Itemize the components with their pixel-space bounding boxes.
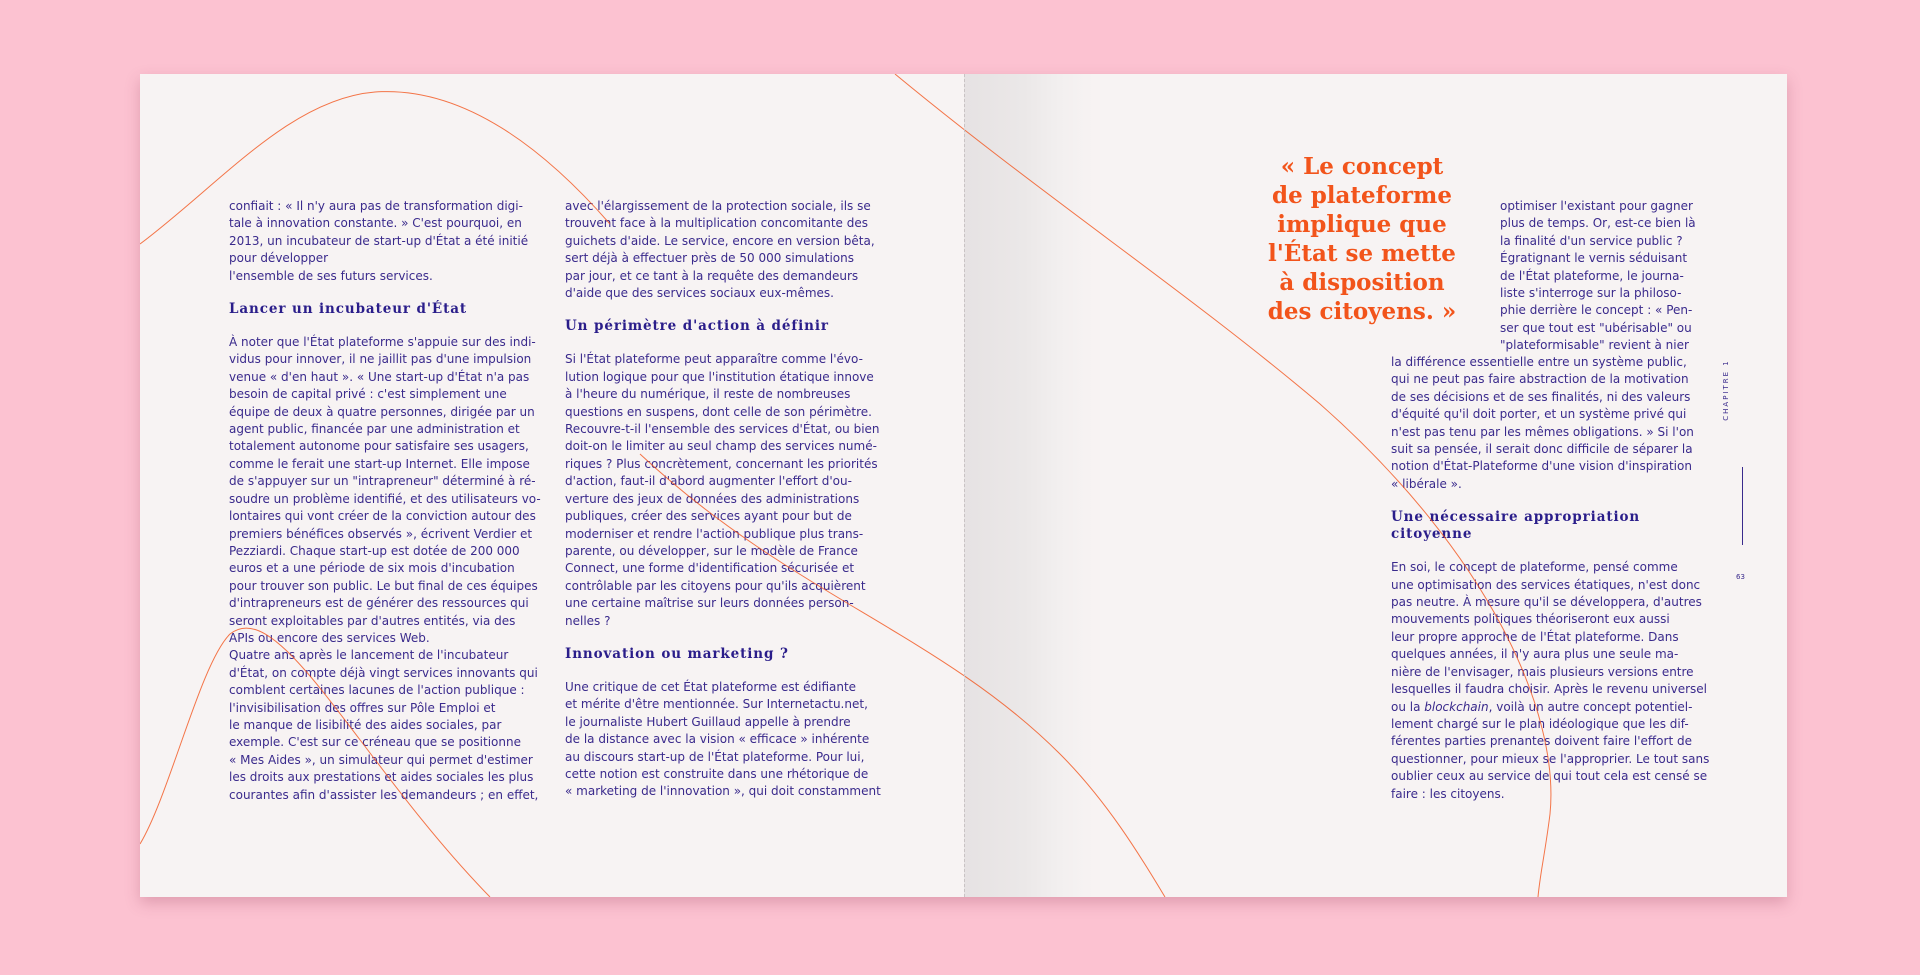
chapter-divider [1742, 467, 1743, 545]
paragraph [1391, 559, 1741, 803]
paragraph: Si l'État plateforme peut apparaître comme l'évo- lution logique pour que l'institution étatique innove à l'heure du numérique, il reste de nombreuses questions en suspens, dont celle de son périmètre. Recouvre-t-il l'ensemble des services d'État, ou bien doit-on le limiter au seul champ des services numé- riques ? Plus concrètement, concernant les priorités d'action, faut-il d'abord augmenter l'effort d'ou- verture des jeux de données des administrations publiques, créer des services ayant pour but de moderniser et rendre l'action publique plus trans- parente, ou développer, sur le modèle de France Connect, une forme d'identification sécurisée et contrôlable par les citoyens pour qu'ils acquièrent une certaine maîtrise sur leurs données person- nelles ? [565, 352, 880, 628]
paragraph: optimiser l'existant pour gagner plus de temps. Or, est-ce bien là la finalité d'un service public ? Égratignant le vernis séduisant de l'État plateforme, le journa- liste s'interroge sur la philoso- phie derrière le concept : « Pen- ser que tout est "ubérisable" ou "plateformisable" revient à nier [1500, 199, 1696, 353]
book-spread [140, 74, 1787, 897]
chapter-label: CHAPITRE 1 [1722, 359, 1730, 421]
emphasis-text: blockchain [1424, 699, 1489, 714]
section-heading: Lancer un incubateur d'État [229, 301, 468, 318]
section-heading: Innovation ou marketing ? [565, 645, 789, 662]
right-column-wide [1391, 354, 1741, 803]
section-heading: Un périmètre d'action à définir [565, 318, 829, 335]
text-run: , voilà un autre concept potentiel- lement chargé sur le plan idéologique que les dif- férentes parties prenantes doivent faire l'effort de questionner, pour mieux se l'approprier. Le tout sans oublier ceux au service de qui tout cela est censé se faire : les citoyens. [1391, 699, 1710, 801]
pull-quote: « Le concept de plateforme implique que l'État se mette à disposition des citoyens. » [1267, 153, 1457, 325]
paragraph: confiait : « Il n'y aura pas de transformation digi- tale à innovation constante. » C'est pourquoi, en 2013, un incubateur de start-up d'État a été initié pour développer l'ensemble de ses futurs services. [229, 199, 529, 283]
right-column-narrow [1500, 198, 1740, 355]
left-column-1 [229, 198, 549, 804]
book-gutter [964, 74, 965, 897]
text-run: En soi, le concept de plateforme, pensé comme une optimisation des services étatiques, n'est donc pas neutre. À mesure qu'il se développera, d'autres mouvements politiques théoriseront eux aussi leur propre approche de l'État plateforme. Dans quelques années, il n'y aura plus une seule ma- nière de l'envisager, mais plusieurs versions entre lesquelles il faudra choisir. Après le revenu universel ou la [1391, 560, 1707, 714]
page-number: 63 [1736, 573, 1745, 581]
paragraph: avec l'élargissement de la protection sociale, ils se trouvent face à la multiplication concomitante des guichets d'aide. Le service, encore en version bêta, sert déjà à effectuer près de 50 000 simulations par jour, et ce tant à la requête des demandeurs d'aide que des services sociaux eux-mêmes. [565, 199, 875, 301]
section-heading: Une nécessaire appropriation citoyenne [1391, 509, 1641, 543]
paragraph: À noter que l'État plateforme s'appuie sur des indi- vidus pour innover, il ne jaillit pas d'une impulsion venue « d'en haut ». « Une start-up d'État n'a pas besoin de capital privé : c'est simplement une équipe de deux à quatre personnes, dirigée par un agent public, financée par une administration et totalement autonome pour satisfaire ses usagers, comme le ferait une start-up Internet. Elle impose de s'appuyer sur un "intrapreneur" déterminé à ré- soudre un problème identifié, et des utilisateurs vo- lontaires qui vont créer de la conviction autour des premiers bénéfices observés », écrivent Verdier et Pezziardi. Chaque start-up est dotée de 200 000 euros et a une période de six mois d'incubation pour trouver son public. Le but final de ces équipes d'intrapreneurs est de générer des ressources qui seront exploitables par d'autres entités, via des APIs ou encore des services Web. Quatre ans après le lancement de l'incubateur d'État, on compte déjà vingt services innovants qui comblent certaines lacunes de l'action publique : l'invisibilisation des offres sur Pôle Emploi et le manque de lisibilité des aides sociales, par exemple. C'est sur ce créneau que se positionne « Mes Aides », un simulateur qui permet d'estimer les droits aux prestations et aides sociales les plus courantes afin d'assister les demandeurs ; en effet, [229, 335, 541, 802]
paragraph: la différence essentielle entre un système public, qui ne peut pas faire abstraction de la motivation de ses décisions et de ses finalités, ni des valeurs d'équité qu'il doit porter, et un système privé qui n'est pas tenu par les mêmes obligations. » Si l'on suit sa pensée, il serait donc difficile de séparer la notion d'État-Plateforme d'une vision d'inspiration « libérale ». [1391, 355, 1694, 491]
paragraph: Une critique de cet État plateforme est édifiante et mérite d'être mentionnée. Sur Internetactu.net, le journaliste Hubert Guillaud appelle à prendre de la distance avec la vision « efficace » inhérente au discours start-up de l'État plateforme. Pour lui, cette notion est construite dans une rhétorique de « marketing de l'innovation », qui doit constamment [565, 679, 881, 799]
left-column-2 [565, 198, 890, 801]
